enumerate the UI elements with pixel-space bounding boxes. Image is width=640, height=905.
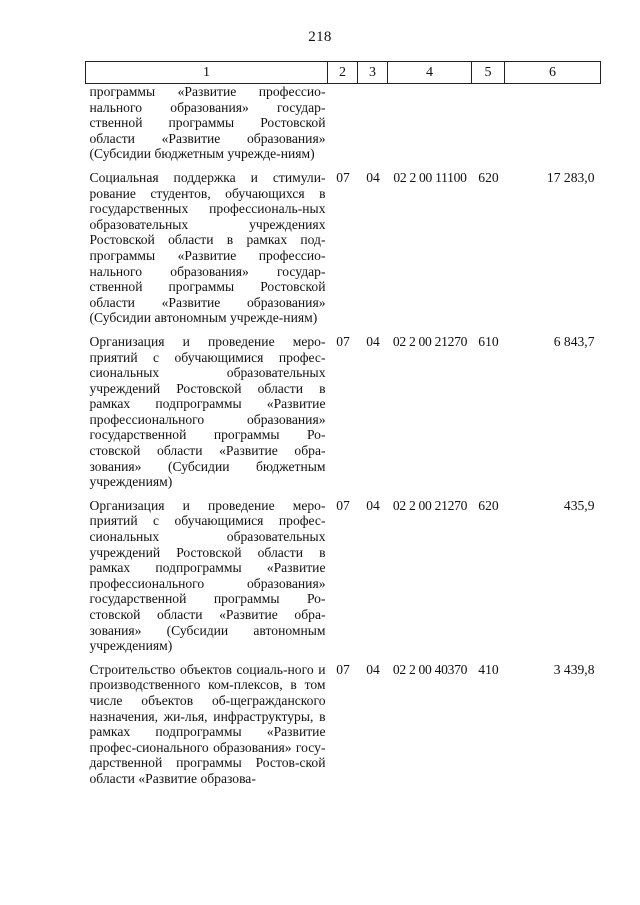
header-col-3: 3	[358, 62, 388, 84]
empty-cell	[358, 84, 388, 170]
empty-cell	[505, 84, 601, 170]
row-section: 07	[336, 333, 350, 349]
row-subsection: 04	[366, 661, 380, 677]
row-amount: 435,9	[563, 497, 595, 513]
header-col-4: 4	[388, 62, 472, 84]
row-description: программы «Развитие профессио-нального образования» государ-ственной программы Ростовской области «Развитие образования» (Субсидии бюджетным учрежде-ниям)	[89, 84, 326, 162]
table-body	[86, 84, 601, 795]
row-section: 07	[336, 169, 350, 185]
header-col-2: 2	[328, 62, 358, 84]
table-header	[86, 62, 601, 84]
header-col-5: 5	[472, 62, 505, 84]
row-target-code: 02 2 00 40370	[392, 661, 468, 677]
row-amount: 6 843,7	[553, 333, 595, 349]
table-row	[86, 498, 601, 662]
row-expense-type: 620	[478, 497, 499, 513]
row-description: Организация и проведение меро-приятий с обучающимися профес-сиональных образовательных учреждений Ростовской области в рамках подпрограммы «Развитие профессионального образования» государственной программы Ро-стовской области «Развитие обра-зования» (Субсидии бюджетным учреждениям)	[89, 333, 326, 490]
row-amount: 17 283,0	[546, 169, 595, 185]
row-section: 07	[336, 497, 350, 513]
empty-cell	[472, 84, 505, 170]
row-expense-type: 620	[478, 169, 499, 185]
row-expense-type: 410	[478, 661, 499, 677]
row-section: 07	[336, 661, 350, 677]
row-target-code: 02 2 00 21270	[392, 497, 468, 513]
header-row	[86, 62, 601, 84]
table-row-continuation	[86, 84, 601, 170]
header-col-1: 1	[86, 62, 328, 84]
row-amount: 3 439,8	[553, 661, 595, 677]
row-description: Организация и проведение меро-приятий с обучающимися профес-сиональных образовательных учреждений Ростовской области в рамках подпрограммы «Развитие профессионального образования» государственной программы Ро-стовской области «Развитие обра-зования» (Субсидии автономным учреждениям)	[89, 497, 326, 654]
row-subsection: 04	[366, 497, 380, 513]
budget-table	[85, 61, 601, 795]
table-row	[86, 662, 601, 795]
table-row	[86, 334, 601, 498]
table-row	[86, 170, 601, 334]
row-target-code: 02 2 00 21270	[392, 333, 468, 349]
row-target-code: 02 2 00 11100	[393, 169, 467, 185]
page-number: 218	[308, 29, 332, 45]
empty-cell	[388, 84, 472, 170]
row-expense-type: 610	[478, 333, 499, 349]
empty-cell	[328, 84, 358, 170]
row-description: Строительство объектов социаль-ного и производственного ком-плексов, в том числе объектов об-щегражданского назначения, жи-лья, инфраструктуры, в рамках подпрограммы «Развитие профес-сионального образования» госу-дарственной программы Ростов-ской области «Развитие образова-	[89, 661, 326, 786]
row-description: Социальная поддержка и стимули-рование студентов, обучающихся в государственных профессиональ-ных образовательных учреждениях Ростовской области в рамках под-программы «Развитие профессио-нального образования» государ-ственной программы Ростовской области «Развитие образования» (Субсидии автономным учрежде-ниям)	[89, 169, 326, 326]
row-subsection: 04	[366, 169, 380, 185]
header-col-6: 6	[505, 62, 601, 84]
row-subsection: 04	[366, 333, 380, 349]
